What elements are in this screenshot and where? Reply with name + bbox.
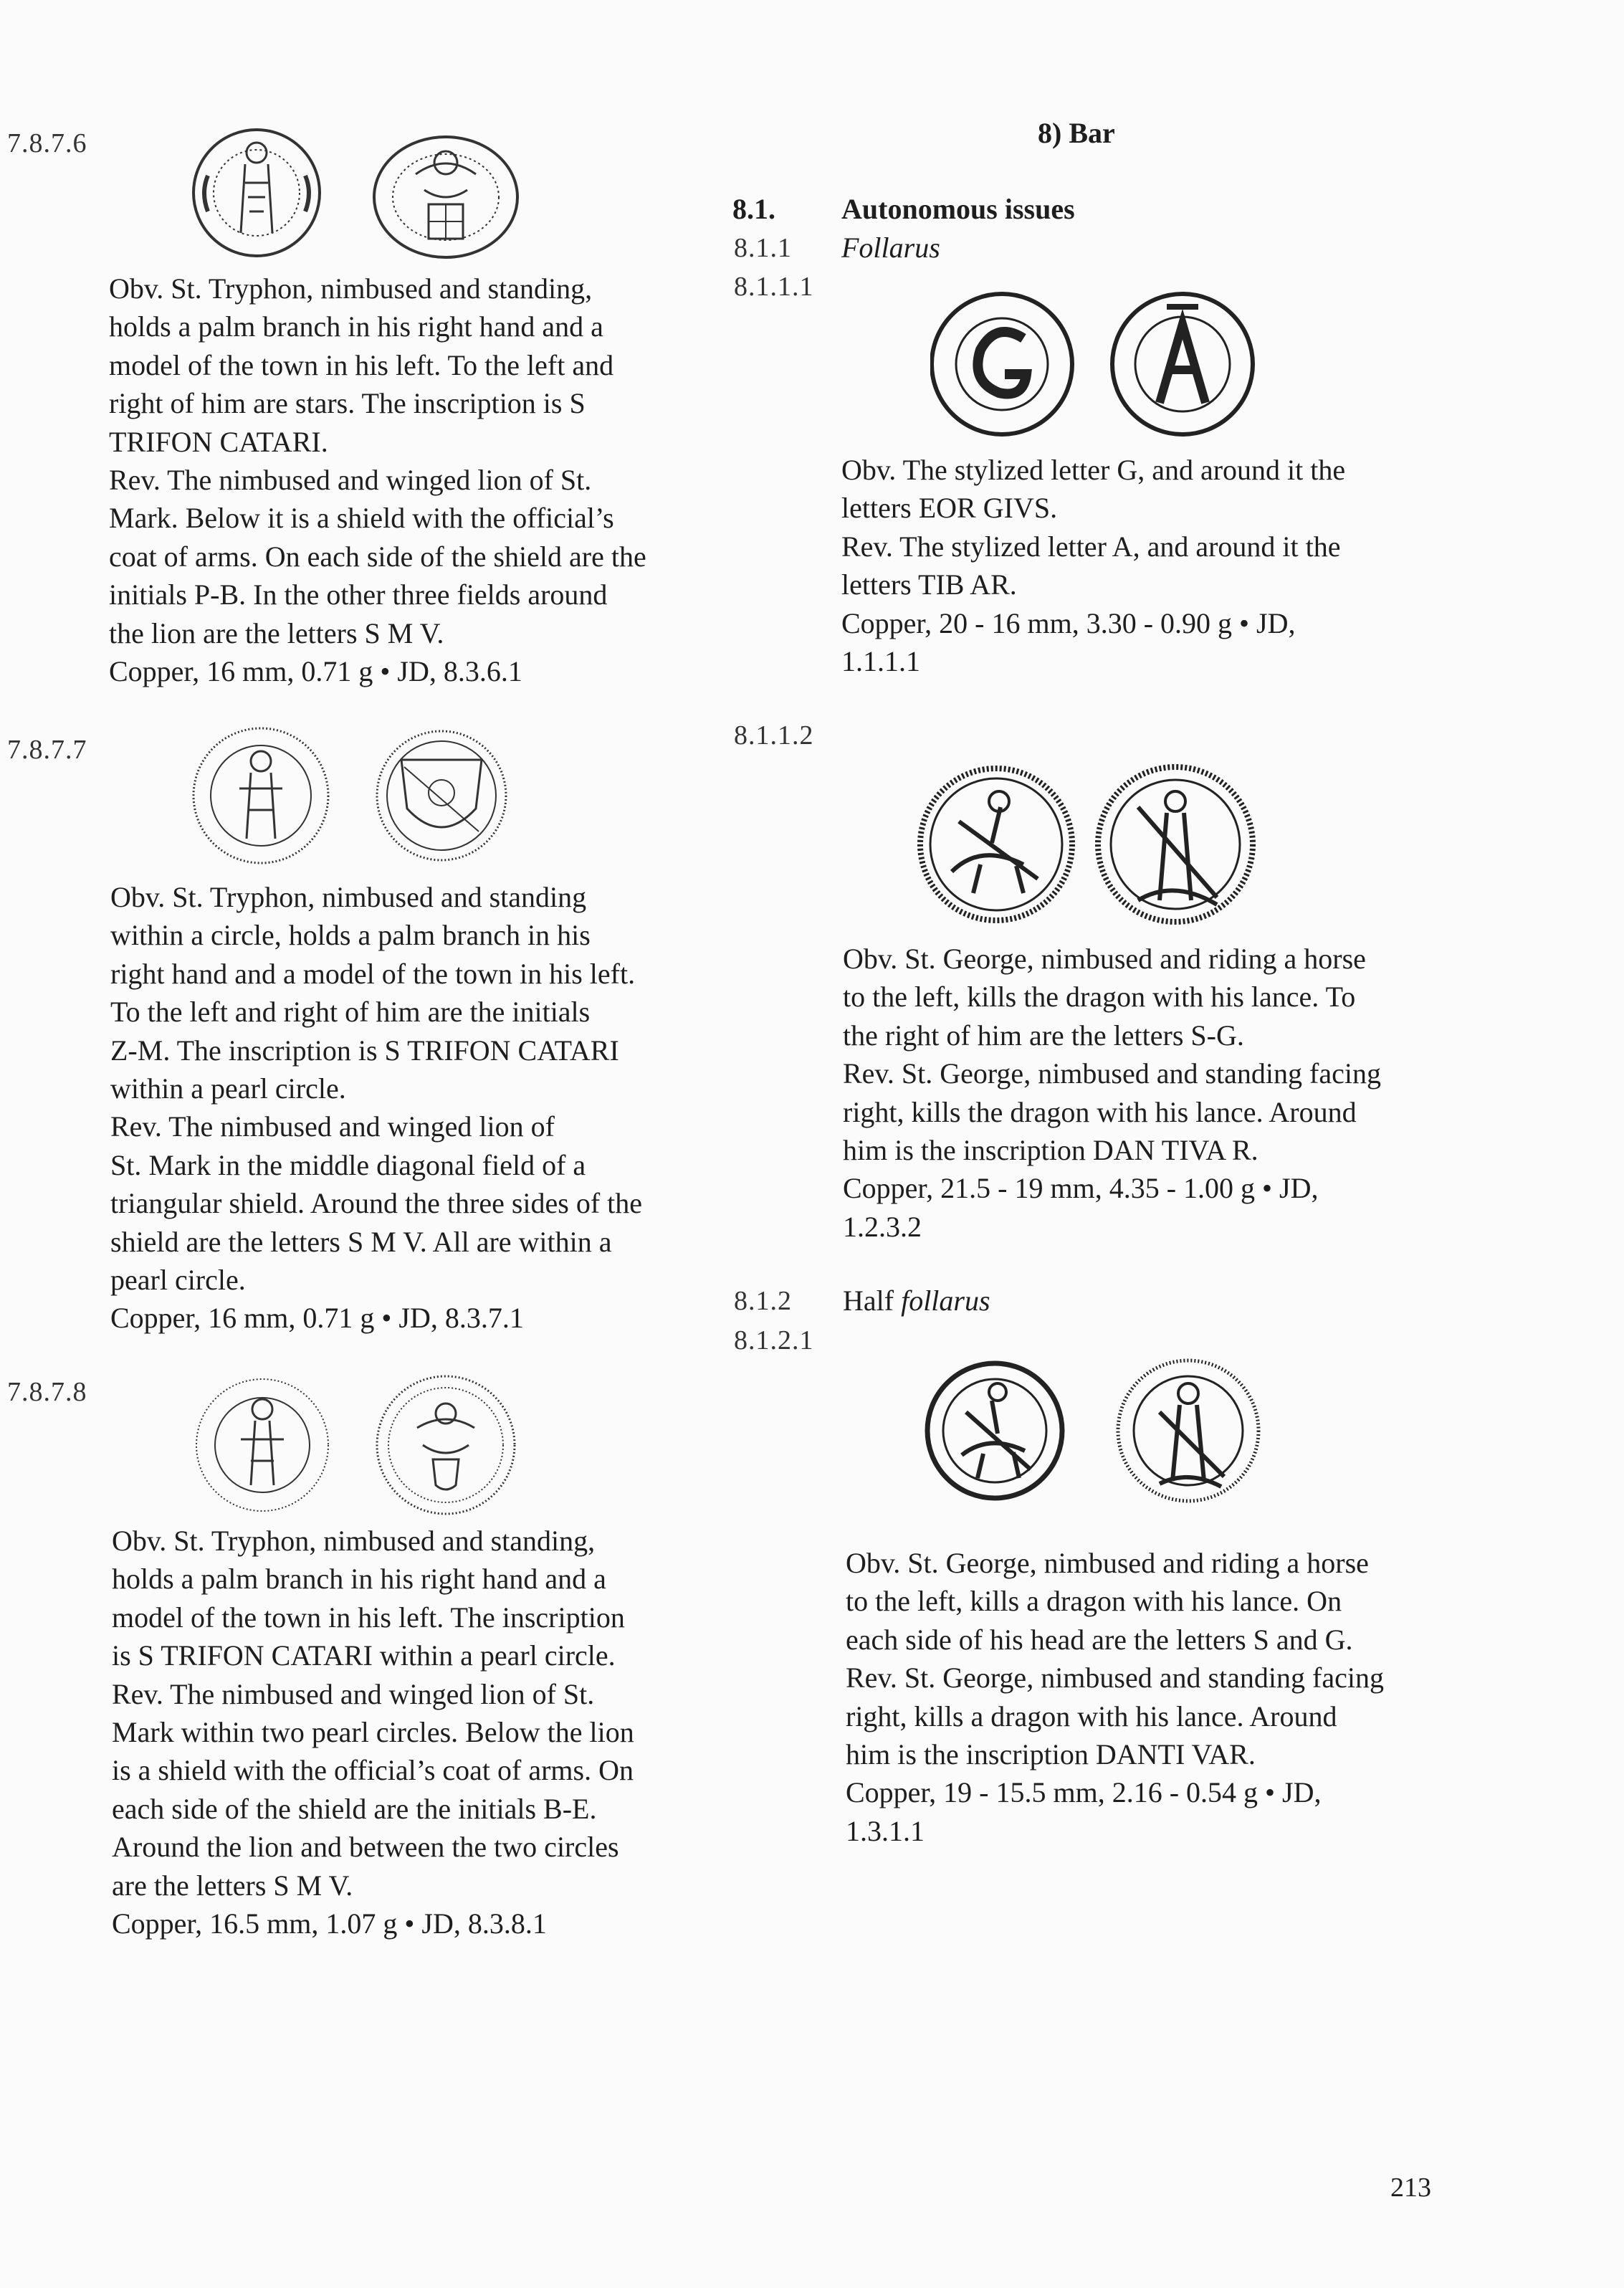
coin-description: Obv. St. George, nimbused and riding a horse to the left, kills a dragon with his lance. On each side of his head are the letters S and G. Rev. St. George, nimbused and standing facing right, kills a dragon with his lance. Around him is the inscription DANTI VAR. Copper, 19 - 15.5 mm, 2.16 - 0.54 g • JD, 1.3.1.1 bbox=[846, 1547, 1384, 1847]
catalog-number: 7.8.7.6 bbox=[7, 128, 87, 158]
coin-obverse bbox=[196, 1379, 328, 1511]
section-title: 8) Bar bbox=[1038, 117, 1115, 149]
denomination-number: 8.1.2 bbox=[734, 1286, 792, 1316]
coin-illustration-pair bbox=[189, 724, 519, 874]
catalog-number: 7.8.7.8 bbox=[7, 1377, 87, 1407]
coin-obverse bbox=[194, 130, 320, 256]
coin-reverse bbox=[377, 731, 506, 860]
coin-reverse bbox=[1118, 1360, 1258, 1501]
coin-illustration-pair bbox=[191, 1371, 527, 1521]
catalog-number: 8.1.2.1 bbox=[734, 1325, 814, 1355]
coin-illustration-pair bbox=[923, 1355, 1267, 1512]
denomination-title: Half follarus bbox=[843, 1284, 990, 1317]
catalog-number: 8.1.1.2 bbox=[734, 720, 814, 750]
coin-reverse bbox=[374, 137, 517, 257]
coin-reverse bbox=[1112, 294, 1253, 434]
denomination-title: Follarus bbox=[841, 232, 940, 264]
subsection-title: Autonomous issues bbox=[841, 193, 1075, 225]
coin-description: Obv. St. Tryphon, nimbused and standing within a circle, holds a palm branch in his right hand and a model of the town in his left. To the left and right of him are the initials Z-M. The inscription is S TRIFON CATARI within a pearl circle. Rev. The nimbused and winged lion of St. Mark in the middle diagonal field of a triangular shield. Around the three sides of the shield are the letters S M V. All are within a pearl circle. Copper, 16 mm, 0.71 g • JD, 8.3.7.1 bbox=[110, 881, 643, 1335]
coin-obverse bbox=[932, 294, 1072, 434]
coin-description: Obv. St. George, nimbused and riding a horse to the left, kills the dragon with his lance. To the right of him are the letters S-G. Rev. St. George, nimbused and standing facing right, kills the dragon with his lance. Around him is the inscription DAN TIVA R. Copper, 21.5 - 19 mm, 4.35 - 1.00 g • JD, 1.2.3.2 bbox=[843, 943, 1381, 1243]
coin-description: Obv. St. Tryphon, nimbused and standing, holds a palm branch in his right hand and a model of the town in his left. To the left and right of him are stars. The inscription is S TRIFON CATARI. Rev. The nimbused and winged lion of St. Mark. Below it is a shield with the official’s coat of arms. On each side of the shield are the initials P-B. In the other three fields around the lion are the letters S M V. Copper, 16 mm, 0.71 g • JD, 8.3.6.1 bbox=[109, 272, 646, 688]
coin-obverse bbox=[920, 768, 1072, 920]
catalog-number: 7.8.7.7 bbox=[7, 735, 87, 765]
coin-description: Obv. The stylized letter G, and around it the letters EOR GIVS. Rev. The stylized letter A, and around it the letters TIB AR. Copper, 20 - 16 mm, 3.30 - 0.90 g • JD, 1.1.1.1 bbox=[841, 454, 1346, 678]
coin-reverse bbox=[1098, 767, 1253, 922]
coin-reverse bbox=[377, 1376, 515, 1514]
coin-obverse bbox=[194, 728, 328, 863]
coin-illustration-pair bbox=[930, 281, 1260, 453]
coin-obverse bbox=[927, 1363, 1062, 1498]
coin-illustration-pair bbox=[188, 125, 532, 269]
page-number: 213 bbox=[1390, 2173, 1431, 2203]
coin-description: Obv. St. Tryphon, nimbused and standing, holds a palm branch in his right hand and a model of the town in his left. The inscription is S TRIFON CATARI within a pearl circle. Rev. The nimbused and winged lion of St. Mark within two pearl circles. Below the lion is a shield with the official’s coat of arms. On each side of the shield are the initials B-E. Around the lion and between the two circles are the letters S M V. Copper, 16.5 mm, 1.07 g • JD, 8.3.8.1 bbox=[112, 1525, 634, 1940]
coin-illustration-pair bbox=[916, 757, 1260, 936]
subsection-number: 8.1. bbox=[732, 193, 775, 225]
catalog-number: 8.1.1.1 bbox=[734, 272, 814, 302]
denomination-number: 8.1.1 bbox=[734, 233, 792, 263]
